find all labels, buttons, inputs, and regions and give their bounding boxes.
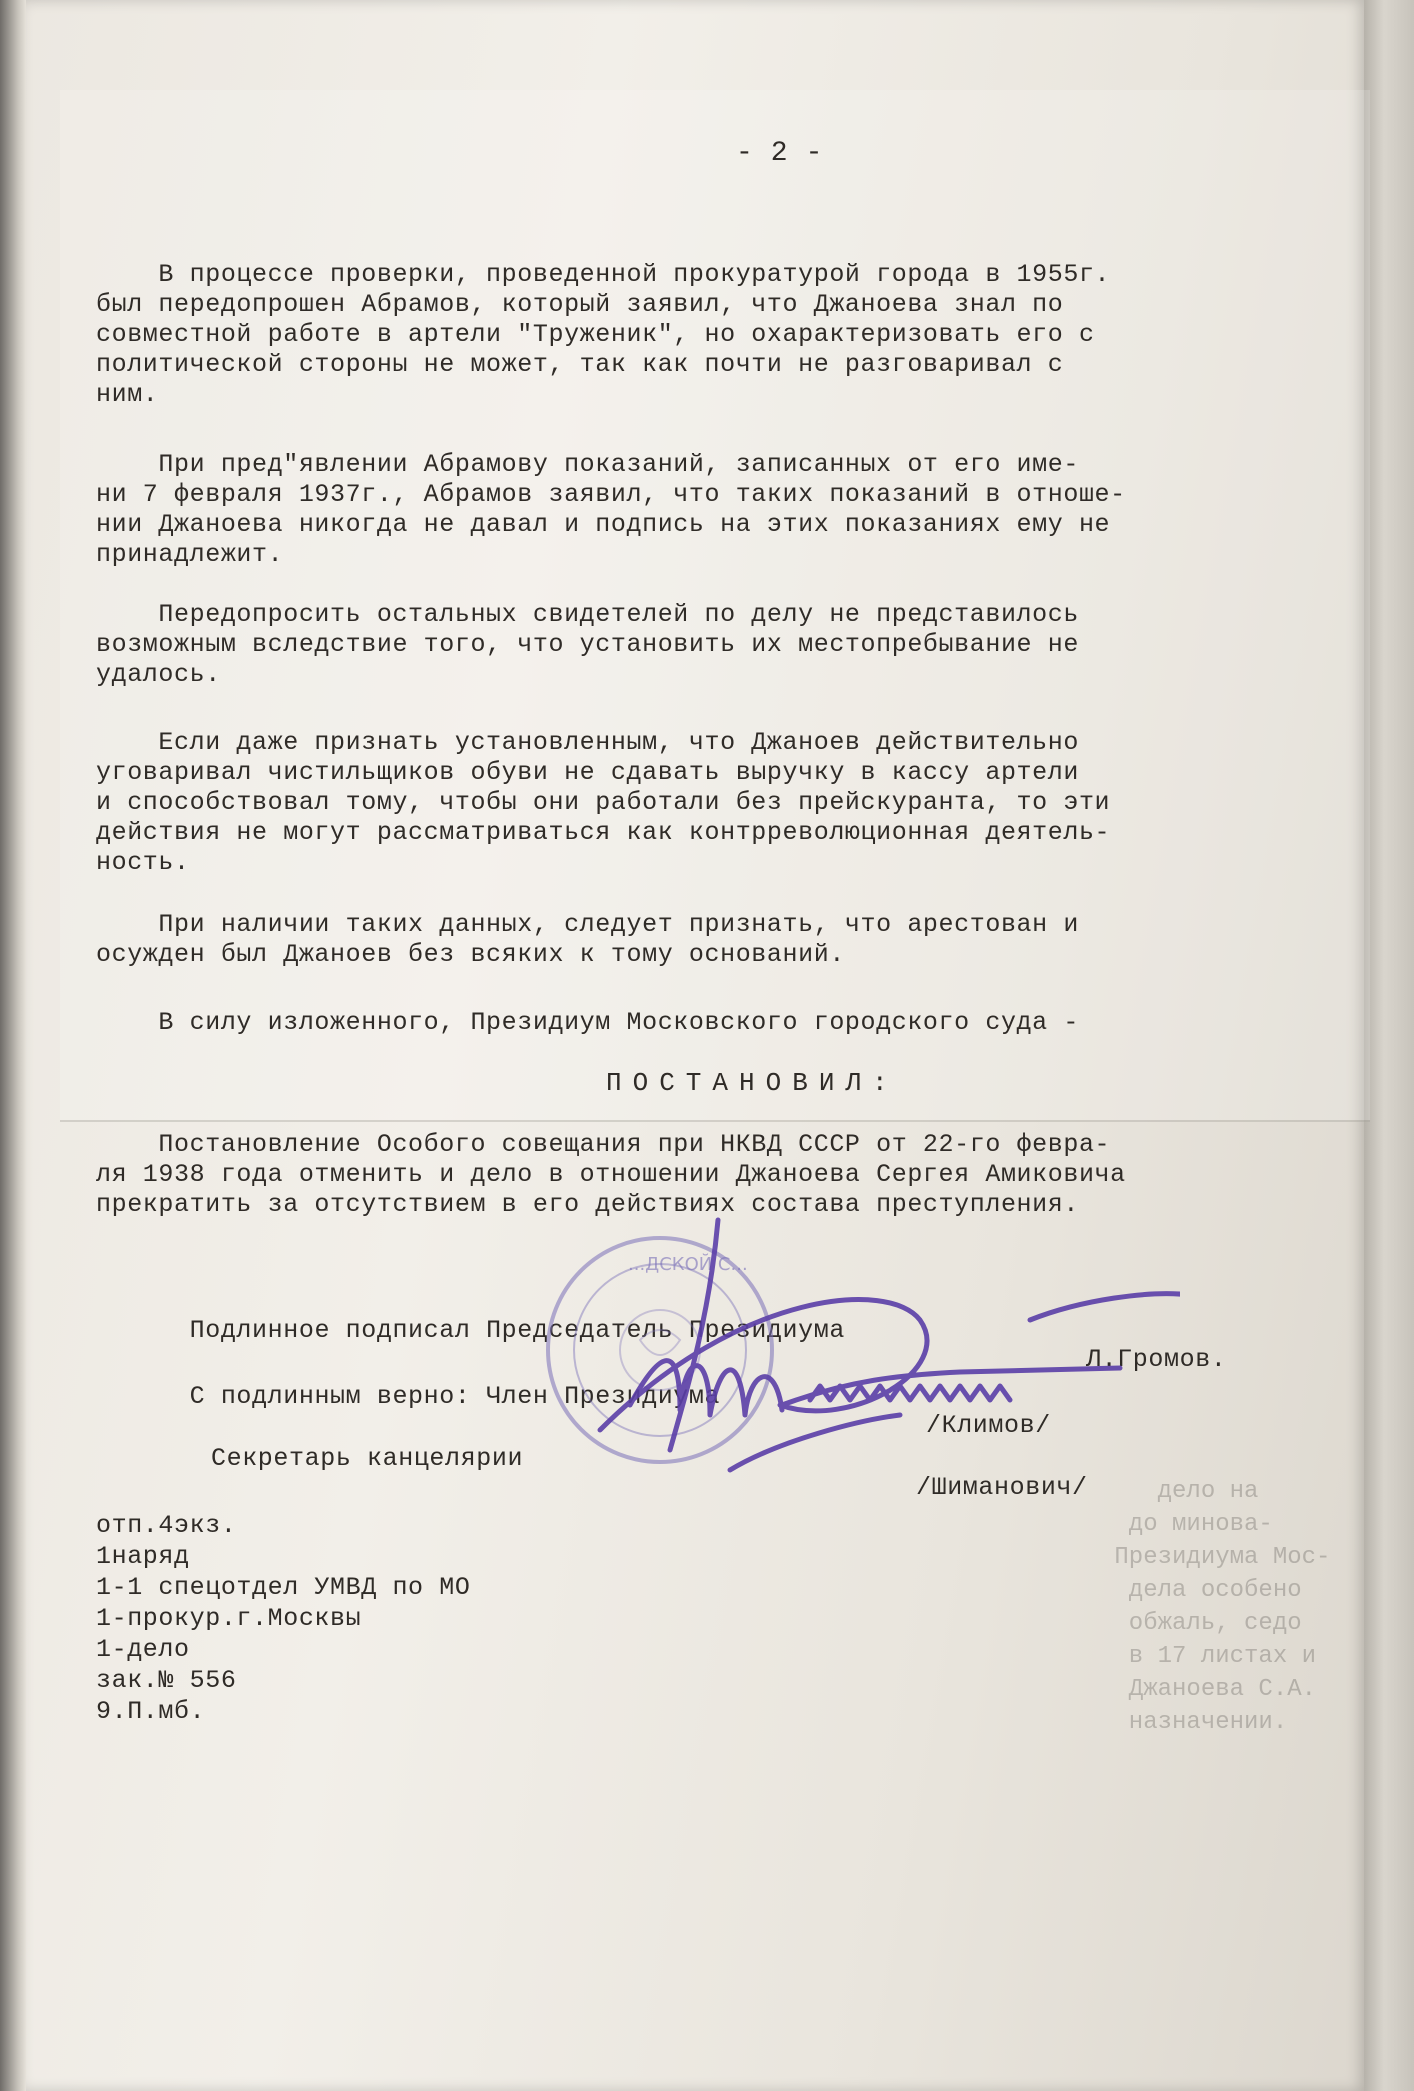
certifier-name: /Климов/ xyxy=(926,1411,1051,1440)
paragraph-testimony xyxy=(96,450,1326,570)
text-line: ни 7 февраля 1937г., Абрамов заявил, что таких показаний в отноше- xyxy=(96,480,1126,509)
stamp-text: ...ДСКОЙ С... xyxy=(628,1254,748,1275)
secretary-title: Секретарь канцелярии xyxy=(211,1444,524,1473)
text-line: В силу изложенного, Президиум Московского городского суда - xyxy=(96,1008,1079,1037)
text-line: Если даже признать установленным, что Джаноев действительно xyxy=(96,728,1079,757)
paragraph-presidium xyxy=(96,1008,1326,1038)
paragraph-reinterrogation xyxy=(96,260,1326,410)
secretary-name: /Шиманович/ xyxy=(916,1473,1088,1502)
bleed-through-text: дело на до минова- Президиума Мос- дела особено обжаль, седо в 17 листах и Джаноева С.А. назначении. xyxy=(1100,1478,1331,1736)
text-line: В процессе проверки, проведенной прокуратурой города в 1955г. xyxy=(96,260,1111,289)
text-line: Постановление Особого совещания при НКВД СССР от 22-го февра- xyxy=(96,1130,1111,1159)
binding-edge xyxy=(0,0,26,2091)
text-line: и способствовал тому, чтобы они работали без прейскуранта, то эти xyxy=(96,788,1111,817)
distribution-item: 9.П.мб. xyxy=(96,1697,206,1726)
handwritten-signature xyxy=(560,1200,1180,1490)
signed-by-label: Подлинное подписал Председатель Президиума xyxy=(189,1316,845,1345)
text-line: уговаривал чистильщиков обуви не сдавать выручку в кассу артели xyxy=(96,758,1079,787)
text-line: Передопросить остальных свидетелей по делу не представилось xyxy=(96,600,1079,629)
text-line: прекратить за отсутствием в его действиях состава преступления. xyxy=(96,1190,1079,1219)
next-page-edge xyxy=(1364,0,1414,2091)
distribution-item: отп.4экз. xyxy=(96,1511,237,1540)
text-line: ность. xyxy=(96,848,190,877)
distribution-list xyxy=(96,1510,470,1727)
paragraph-conclusion xyxy=(96,910,1326,970)
distribution-item: 1-1 спецотдел УМВД по МО xyxy=(96,1573,471,1602)
text-line: ним. xyxy=(96,380,159,409)
text-line: ля 1938 года отменить и дело в отношении Джаноева Сергея Амиковича xyxy=(96,1160,1126,1189)
chairman-name: Л.Громов. xyxy=(1086,1345,1227,1374)
distribution-item: 1наряд xyxy=(96,1542,190,1571)
paragraph-witnesses xyxy=(96,600,1326,690)
text-line: При пред"явлении Абрамову показаний, записанных от его име- xyxy=(96,450,1079,479)
distribution-item: 1-прокур.г.Москвы xyxy=(96,1604,362,1633)
text-line: возможным вследствие того, что установить их местопребывание не xyxy=(96,630,1079,659)
text-line: был передопрошен Абрамов, который заявил, что Джаноева знал по xyxy=(96,290,1064,319)
text-line: политической стороны не может, так как почти не разговаривал с xyxy=(96,350,1064,379)
text-line: осужден был Джаноев без всяких к тому оснований. xyxy=(96,940,845,969)
paragraph-actions xyxy=(96,728,1326,878)
text-line: принадлежит. xyxy=(96,540,284,569)
text-line: нии Джаноева никогда не давал и подпись на этих показаниях ему не xyxy=(96,510,1111,539)
resolution-heading: ПОСТАНОВИЛ: xyxy=(606,1068,899,1098)
text-line: При наличии таких данных, следует признать, что арестован и xyxy=(96,910,1079,939)
distribution-item: зак.№ 556 xyxy=(96,1666,237,1695)
text-line: действия не могут рассматриваться как контрреволюционная деятель- xyxy=(96,818,1111,847)
distribution-item: 1-дело xyxy=(96,1635,190,1664)
certified-label: С подлинным верно: Член Президиума xyxy=(189,1382,721,1411)
text-line: удалось. xyxy=(96,660,221,689)
page-number: - 2 - xyxy=(736,138,824,169)
text-line: совместной работе в артели "Труженик", но охарактеризовать его с xyxy=(96,320,1095,349)
